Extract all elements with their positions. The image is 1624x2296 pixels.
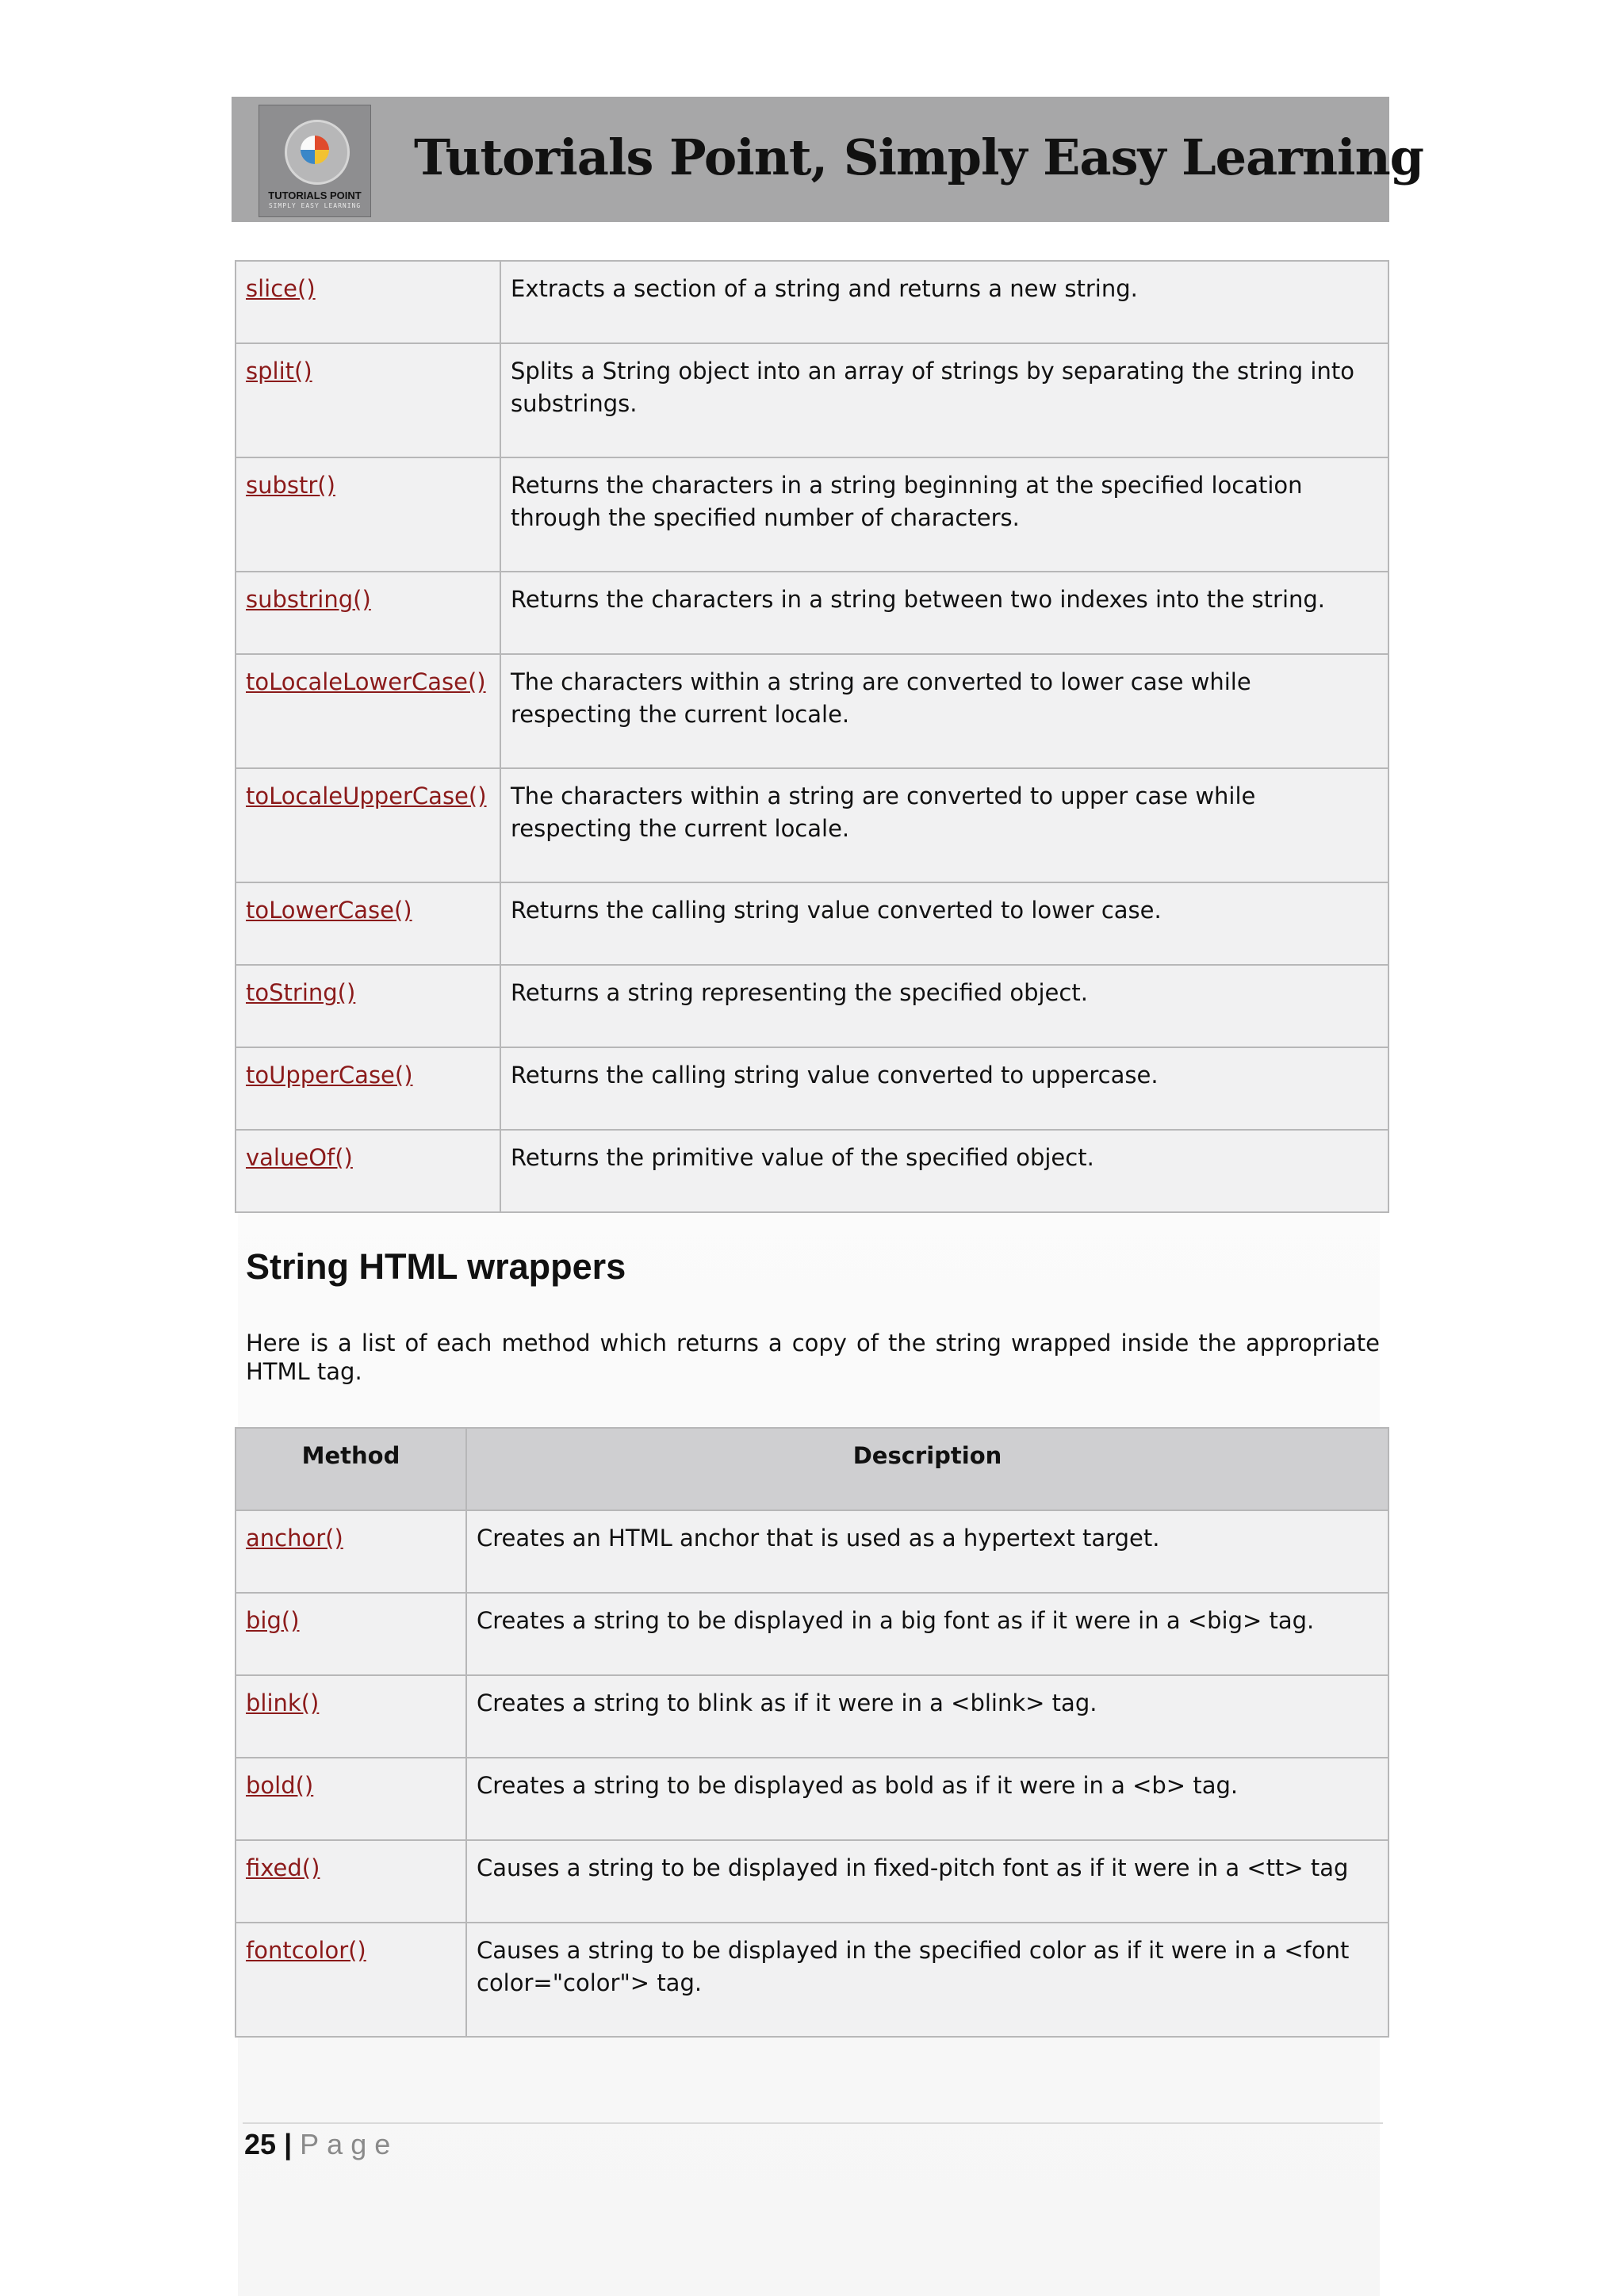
method-link[interactable]: substr() bbox=[246, 472, 335, 499]
method-link[interactable]: big() bbox=[246, 1607, 300, 1634]
page-separator: | bbox=[284, 2128, 293, 2160]
table-row bbox=[236, 572, 1388, 654]
method-link[interactable]: bold() bbox=[246, 1772, 314, 1799]
method-cell bbox=[236, 1130, 500, 1212]
method-link[interactable]: substring() bbox=[246, 586, 371, 613]
table-row bbox=[236, 1130, 1388, 1212]
tutorials-point-logo bbox=[259, 105, 371, 217]
method-cell bbox=[236, 457, 500, 572]
method-link[interactable]: split() bbox=[246, 358, 312, 385]
method-link[interactable]: blink() bbox=[246, 1689, 320, 1716]
section-intro: Here is a list of each method which returns a copy of the string wrapped inside the appropriate HTML tag. bbox=[246, 1330, 1380, 1385]
description-cell: The characters within a string are converted to lower case while respecting the current locale. bbox=[500, 654, 1388, 768]
method-link[interactable]: anchor() bbox=[246, 1525, 343, 1552]
page-footer bbox=[244, 2128, 398, 2161]
section-heading: String HTML wrappers bbox=[246, 1246, 626, 1287]
table-row bbox=[236, 882, 1388, 965]
table-row bbox=[236, 768, 1388, 882]
logo-colour-disc-icon bbox=[301, 136, 329, 164]
header-title: Tutorials Point, Simply Easy Learning bbox=[414, 128, 1424, 186]
description-cell: Causes a string to be displayed in fixed-pitch font as if it were in a <tt> tag bbox=[466, 1840, 1388, 1923]
description-cell: Returns the calling string value converted to uppercase. bbox=[500, 1047, 1388, 1130]
table-row bbox=[236, 343, 1388, 457]
table-row bbox=[236, 457, 1388, 572]
description-cell: Returns the characters in a string between two indexes into the string. bbox=[500, 572, 1388, 654]
method-link[interactable]: toUpperCase() bbox=[246, 1062, 413, 1089]
method-link[interactable]: toLocaleLowerCase() bbox=[246, 668, 486, 695]
method-cell bbox=[236, 1923, 466, 2037]
method-link[interactable]: fixed() bbox=[246, 1854, 320, 1881]
table-row bbox=[236, 1923, 1388, 2037]
table-row bbox=[236, 1047, 1388, 1130]
method-cell bbox=[236, 768, 500, 882]
description-cell: Creates an HTML anchor that is used as a hypertext target. bbox=[466, 1510, 1388, 1593]
logo-brand-text: TUTORIALS POINT bbox=[268, 189, 362, 201]
table-row bbox=[236, 1840, 1388, 1923]
column-header-method: Method bbox=[236, 1428, 466, 1510]
description-cell: Returns the primitive value of the specified object. bbox=[500, 1130, 1388, 1212]
description-cell: Causes a string to be displayed in the specified color as if it were in a <font color="color"> tag. bbox=[466, 1923, 1388, 2037]
page-header bbox=[232, 97, 1424, 222]
description-cell: The characters within a string are converted to upper case while respecting the current locale. bbox=[500, 768, 1388, 882]
table-row bbox=[236, 965, 1388, 1047]
page-label: Page bbox=[300, 2128, 399, 2160]
description-cell: Splits a String object into an array of strings by separating the string into substrings. bbox=[500, 343, 1388, 457]
method-link[interactable]: toLocaleUpperCase() bbox=[246, 783, 487, 809]
method-cell bbox=[236, 654, 500, 768]
method-cell bbox=[236, 572, 500, 654]
method-link[interactable]: fontcolor() bbox=[246, 1937, 366, 1964]
logo-tagline-text: SIMPLY EASY LEARNING bbox=[268, 202, 362, 209]
method-cell bbox=[236, 1047, 500, 1130]
description-cell: Creates a string to be displayed in a big font as if it were in a <big> tag. bbox=[466, 1593, 1388, 1675]
method-cell bbox=[236, 1510, 466, 1593]
table-header-row bbox=[236, 1428, 1388, 1510]
method-cell bbox=[236, 1593, 466, 1675]
method-link[interactable]: slice() bbox=[246, 275, 316, 302]
method-cell bbox=[236, 1675, 466, 1758]
description-cell: Extracts a section of a string and returns a new string. bbox=[500, 261, 1388, 343]
method-link[interactable]: valueOf() bbox=[246, 1144, 353, 1171]
page-number: 25 bbox=[244, 2128, 277, 2160]
method-link[interactable]: toLowerCase() bbox=[246, 897, 412, 924]
method-cell bbox=[236, 965, 500, 1047]
table-row bbox=[236, 1758, 1388, 1840]
method-cell bbox=[236, 1840, 466, 1923]
table-row bbox=[236, 1593, 1388, 1675]
description-cell: Returns the characters in a string beginning at the specified location through the specified number of characters. bbox=[500, 457, 1388, 572]
html-wrappers-table bbox=[235, 1427, 1389, 2038]
table-row bbox=[236, 654, 1388, 768]
method-link[interactable]: toString() bbox=[246, 979, 356, 1006]
method-cell bbox=[236, 261, 500, 343]
table-row bbox=[236, 1510, 1388, 1593]
description-cell: Returns a string representing the specified object. bbox=[500, 965, 1388, 1047]
description-cell: Creates a string to be displayed as bold as if it were in a <b> tag. bbox=[466, 1758, 1388, 1840]
table-row bbox=[236, 1675, 1388, 1758]
column-header-description: Description bbox=[466, 1428, 1388, 1510]
method-cell bbox=[236, 343, 500, 457]
method-cell bbox=[236, 882, 500, 965]
string-methods-table bbox=[235, 260, 1389, 1213]
table-row bbox=[236, 261, 1388, 343]
description-cell: Returns the calling string value converted to lower case. bbox=[500, 882, 1388, 965]
description-cell: Creates a string to blink as if it were in a <blink> tag. bbox=[466, 1675, 1388, 1758]
footer-divider bbox=[243, 2122, 1383, 2124]
method-cell bbox=[236, 1758, 466, 1840]
